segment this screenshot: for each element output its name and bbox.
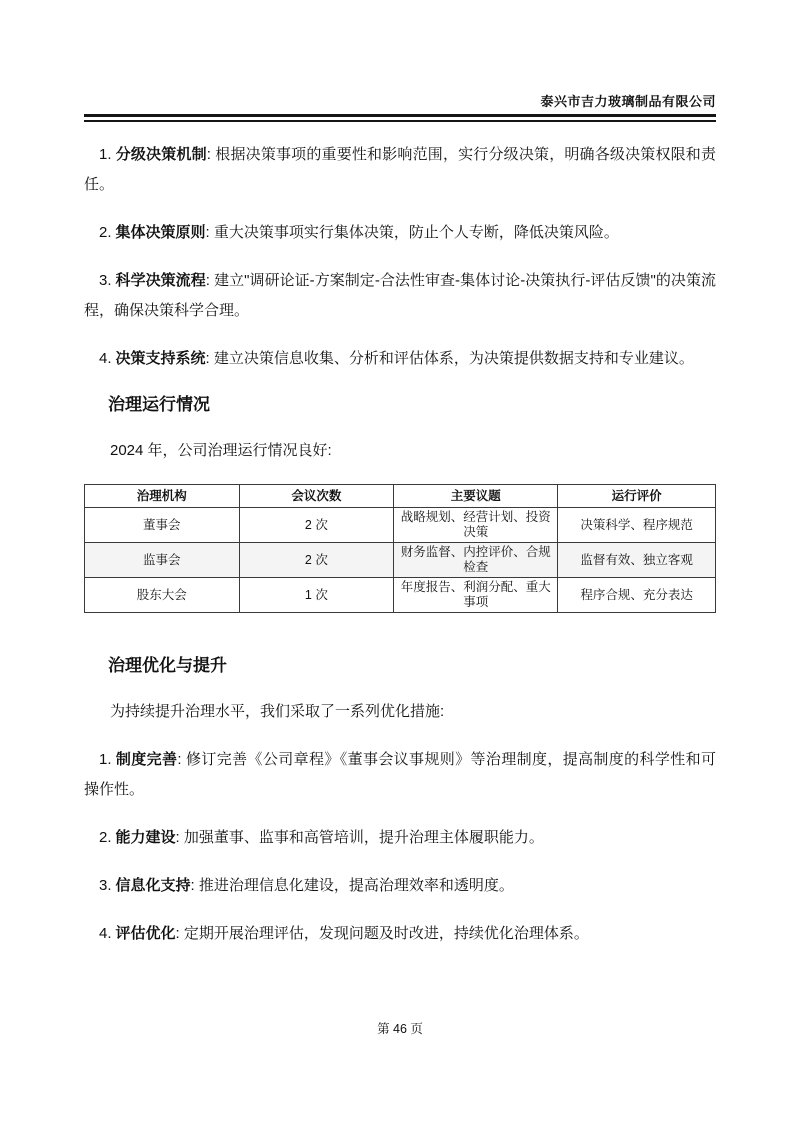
item-text: : 修订完善《公司章程》《董事会议事规则》等治理制度，提高制度的科学性和可操作性。 bbox=[84, 751, 716, 798]
table-header-row bbox=[85, 485, 716, 508]
table-cell: 董事会 bbox=[85, 508, 240, 543]
item-number: 2. bbox=[99, 224, 112, 241]
item-label: 能力建设 bbox=[115, 829, 176, 846]
item-label: 集体决策原则 bbox=[115, 224, 206, 241]
table-cell: 监督有效、独立客观 bbox=[558, 543, 716, 578]
item-number: 2. bbox=[99, 829, 112, 846]
table-row bbox=[85, 543, 716, 578]
item-text: : 重大决策事项实行集体决策，防止个人专断，降低决策风险。 bbox=[205, 224, 619, 241]
table-cell: 年度报告、利润分配、重大事项 bbox=[394, 578, 558, 613]
table-row bbox=[85, 508, 716, 543]
governance-intro-paragraph: 2024 年，公司治理运行情况良好: bbox=[110, 442, 332, 459]
table-cell: 程序合规、充分表达 bbox=[558, 578, 716, 613]
optimization-item-4 bbox=[84, 919, 716, 949]
item-number: 1. bbox=[99, 751, 112, 768]
table-cell: 财务监督、内控评价、合规检查 bbox=[394, 543, 558, 578]
table-cell: 战略规划、经营计划、投资决策 bbox=[394, 508, 558, 543]
optimization-item-2 bbox=[84, 823, 716, 853]
company-name: 泰兴市吉力玻璃制品有限公司 bbox=[540, 94, 716, 109]
item-text: : 定期开展治理评估，发现问题及时改进，持续优化治理体系。 bbox=[175, 925, 589, 942]
header-divider bbox=[84, 114, 716, 122]
numbered-item-3 bbox=[84, 266, 716, 326]
item-number: 1. bbox=[99, 146, 112, 163]
optimization-item-3 bbox=[84, 871, 716, 901]
optimization-item-1 bbox=[84, 745, 716, 805]
item-text: : 推进治理信息化建设，提高治理效率和透明度。 bbox=[190, 877, 514, 894]
table-cell: 2 次 bbox=[239, 508, 394, 543]
item-number: 4. bbox=[99, 925, 112, 942]
table-cell: 2 次 bbox=[239, 543, 394, 578]
table-cell: 1 次 bbox=[239, 578, 394, 613]
table-row bbox=[85, 578, 716, 613]
item-number: 3. bbox=[99, 877, 112, 894]
item-label: 制度完善 bbox=[115, 751, 178, 768]
column-header: 运行评价 bbox=[558, 485, 716, 508]
item-text: : 建立"调研论证-方案制定-合法性审查-集体讨论-决策执行-评估反馈"的决策流程，确保决策科学合理。 bbox=[84, 272, 716, 319]
page-header bbox=[84, 0, 716, 122]
item-label: 决策支持系统 bbox=[115, 350, 206, 367]
optimization-intro-paragraph: 为持续提升治理水平，我们采取了一系列优化措施: bbox=[110, 703, 445, 720]
section-title-governance-optimization: 治理优化与提升 bbox=[108, 656, 227, 675]
item-label: 评估优化 bbox=[115, 925, 176, 942]
section-title-governance-operation: 治理运行情况 bbox=[108, 395, 210, 414]
table-cell: 监事会 bbox=[85, 543, 240, 578]
item-label: 分级决策机制 bbox=[115, 146, 207, 163]
item-number: 3. bbox=[99, 272, 112, 289]
column-header: 主要议题 bbox=[394, 485, 558, 508]
item-text: : 建立决策信息收集、分析和评估体系，为决策提供数据支持和专业建议。 bbox=[205, 350, 694, 367]
numbered-item-2 bbox=[84, 218, 716, 248]
item-label: 信息化支持 bbox=[115, 877, 191, 894]
item-label: 科学决策流程 bbox=[115, 272, 206, 289]
numbered-item-4 bbox=[84, 344, 716, 374]
item-text: : 加强董事、监事和高管培训，提升治理主体履职能力。 bbox=[175, 829, 544, 846]
item-number: 4. bbox=[99, 350, 112, 367]
table-cell: 决策科学、程序规范 bbox=[558, 508, 716, 543]
table-cell: 股东大会 bbox=[85, 578, 240, 613]
governance-table bbox=[84, 484, 716, 613]
page-number: 第 46 页 bbox=[377, 1022, 423, 1036]
column-header: 会议次数 bbox=[239, 485, 394, 508]
item-text: : 根据决策事项的重要性和影响范围，实行分级决策，明确各级决策权限和责任。 bbox=[84, 146, 716, 193]
numbered-item-1 bbox=[84, 140, 716, 200]
column-header: 治理机构 bbox=[85, 485, 240, 508]
